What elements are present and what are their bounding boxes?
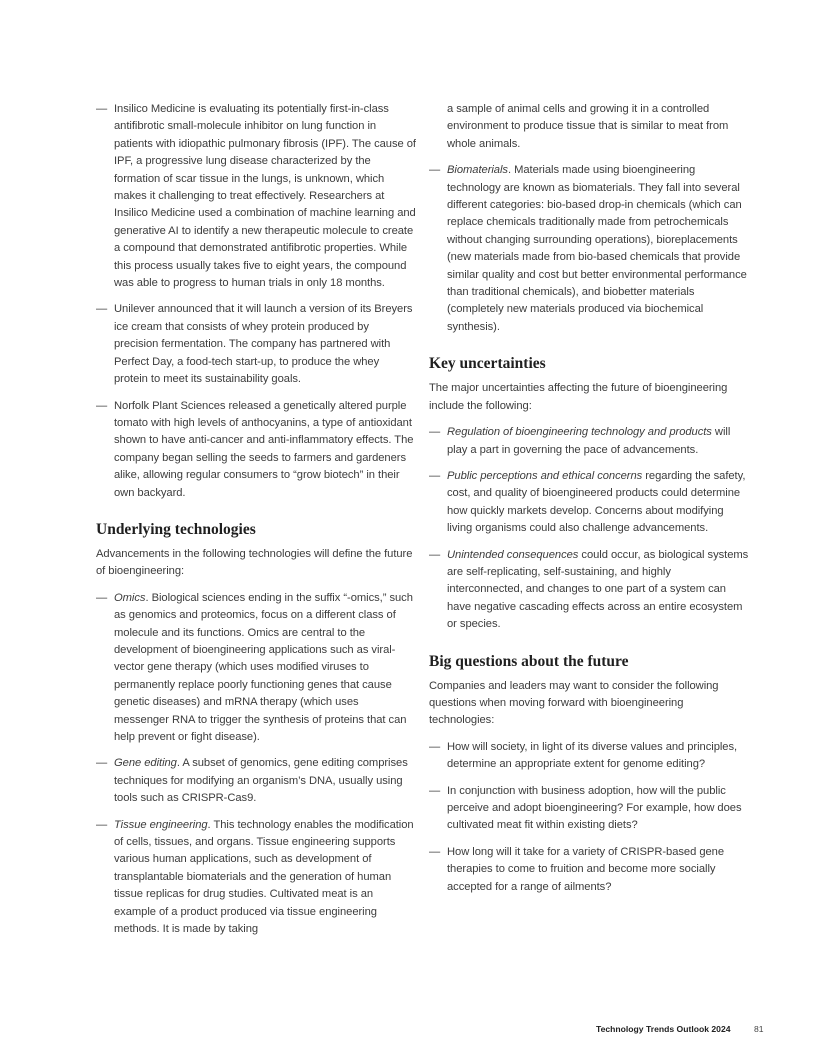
list-item: — In conjunction with business adoption, how will the public perceive and adopt bioengineering? For example, how does cultivated meat fit within existing diets?: [429, 784, 742, 832]
list-item: — Unintended consequences could occur, as biological systems are self-replicating, self-sustaining, and highly interconnected, and changes to one part of a system can have negative cascading effects across an entire ecosystem or species.: [429, 548, 749, 631]
term: Omics: [114, 591, 146, 604]
right-column: [429, 101, 749, 905]
page-number: 81: [754, 1024, 764, 1034]
list-item: — How long will it take for a variety of CRISPR-based gene therapies to come to fruition and become more socially accepted for a range of ailments?: [429, 845, 725, 893]
term: Public perceptions and ethical concerns: [447, 469, 643, 482]
list-item: — Gene editing. A subset of genomics, gene editing comprises techniques for modifying an organism’s DNA, usually using tools such as CRISPR-Cas9.: [96, 757, 408, 805]
publication-title: Technology Trends Outlook 2024: [596, 1024, 731, 1034]
dash-bullet-icon: —: [96, 591, 108, 604]
list-item: — How will society, in light of its diverse values and principles, determine an appropriate extent for genome editing?: [429, 740, 738, 771]
continued-text: a sample of animal cells and growing it in a controlled environment to produce tissue that is similar to meat from whole animals.: [447, 103, 729, 150]
section-intro: Advancements in the following technologies will define the future of bioengineering:: [96, 547, 413, 578]
section-heading-underlying-technologies: Underlying technologies: [96, 520, 256, 538]
term: Unintended consequences: [447, 548, 579, 561]
dash-bullet-icon: —: [96, 757, 108, 770]
page-footer: [596, 1024, 764, 1034]
list-item: — Public perceptions and ethical concerns regarding the safety, cost, and quality of bioengineered products could determine how quickly markets develop. Concerns about modifying living organisms could also challenge advancements.: [429, 469, 746, 535]
dash-bullet-icon: —: [429, 548, 441, 561]
section-heading-big-questions: Big questions about the future: [429, 652, 629, 670]
term: Gene editing: [114, 757, 177, 770]
dash-bullet-icon: —: [429, 784, 441, 797]
list-item: — Insilico Medicine is evaluating its potentially first-in-class antifibrotic small-molecule inhibitor on lung function in patients with idiopathic pulmonary fibrosis (IPF). The cause of IPF, a progressive lung disease characterized by the formation of scar tissue in the lungs, is unknown, which makes it challenging to treat effectively. Researchers at Insilico Medicine used a combination of machine learning and generative AI to identify a new therapeutic molecule to create a compound that demonstrated antifibrotic properties. While this process usually takes five to eight years, the compound was able to progress to human trials in only 18 months.: [96, 103, 416, 290]
section-intro: The major uncertainties affecting the future of bioengineering include the following:: [429, 382, 728, 412]
term: Regulation of bioengineering technology and products: [447, 426, 712, 439]
left-column: [96, 101, 416, 947]
dash-bullet-icon: —: [96, 399, 108, 412]
dash-bullet-icon: —: [96, 303, 108, 316]
list-item: — Omics. Biological sciences ending in the suffix “-omics,” such as genomics and proteomics, focus on a different class of molecule and its functions. Omics are central to the development of bioengineering applications such as viral-vector gene therapy (which uses modified viruses to permanently replace poorly functioning genes that cause genetic diseases) and mRNA therapy (which uses messenger RNA to trigger the synthesis of proteins that can help prevent or fight disease).: [96, 591, 413, 743]
list-item: — Regulation of bioengineering technology and products will play a part in governing the pace of advancements.: [429, 426, 731, 456]
list-item: — Tissue engineering. This technology enables the modification of cells, tissues, and organs. Tissue engineering supports various human applications, such as development of transplantable biomaterials and the generation of human tissue replicas for drug studies. Cultivated meat is an example of a product produced via tissue engineering methods. It is made by taking: [96, 818, 414, 936]
list-item: — Unilever announced that it will launch a version of its Breyers ice cream that consists of whey protein produced by precision fermentation. The company has partnered with Perfect Day, a food-tech start-up, to produce the whey protein to meet its sustainability goals.: [96, 303, 413, 386]
list-item: — Biomaterials. Materials made using bioengineering technology are known as biomaterials. They fall into several different categories: bio-based drop-in chemicals (which can replace chemicals traditionally made from petrochemicals without changing surrounding operations), bioreplacements (new materials made from bio-based chemicals that provide similar quality and cost but better environmental performance than traditional chemicals), and biobetter materials (completely new materials produced via biochemical synthesis).: [429, 164, 747, 333]
dash-bullet-icon: —: [429, 469, 441, 482]
dash-bullet-icon: —: [96, 103, 108, 115]
dash-bullet-icon: —: [429, 164, 441, 177]
dash-bullet-icon: —: [429, 740, 441, 753]
dash-bullet-icon: —: [429, 845, 441, 858]
section-intro: Companies and leaders may want to consider the following questions when moving forward with bioengineering technologies:: [429, 679, 719, 727]
dash-bullet-icon: —: [429, 426, 441, 439]
dash-bullet-icon: —: [96, 818, 108, 831]
section-heading-key-uncertainties: Key uncertainties: [429, 355, 546, 373]
list-item: — Norfolk Plant Sciences released a genetically altered purple tomato with high levels of anthocyanins, a type of antioxidant shown to have anti-cancer and anti-inflammatory effects. The company began selling the seeds to farmers and gardeners alike, allowing regular consumers to “grow biotech” in their own backyard.: [96, 399, 414, 499]
term: Biomaterials: [447, 164, 508, 177]
term: Tissue engineering: [114, 818, 208, 831]
